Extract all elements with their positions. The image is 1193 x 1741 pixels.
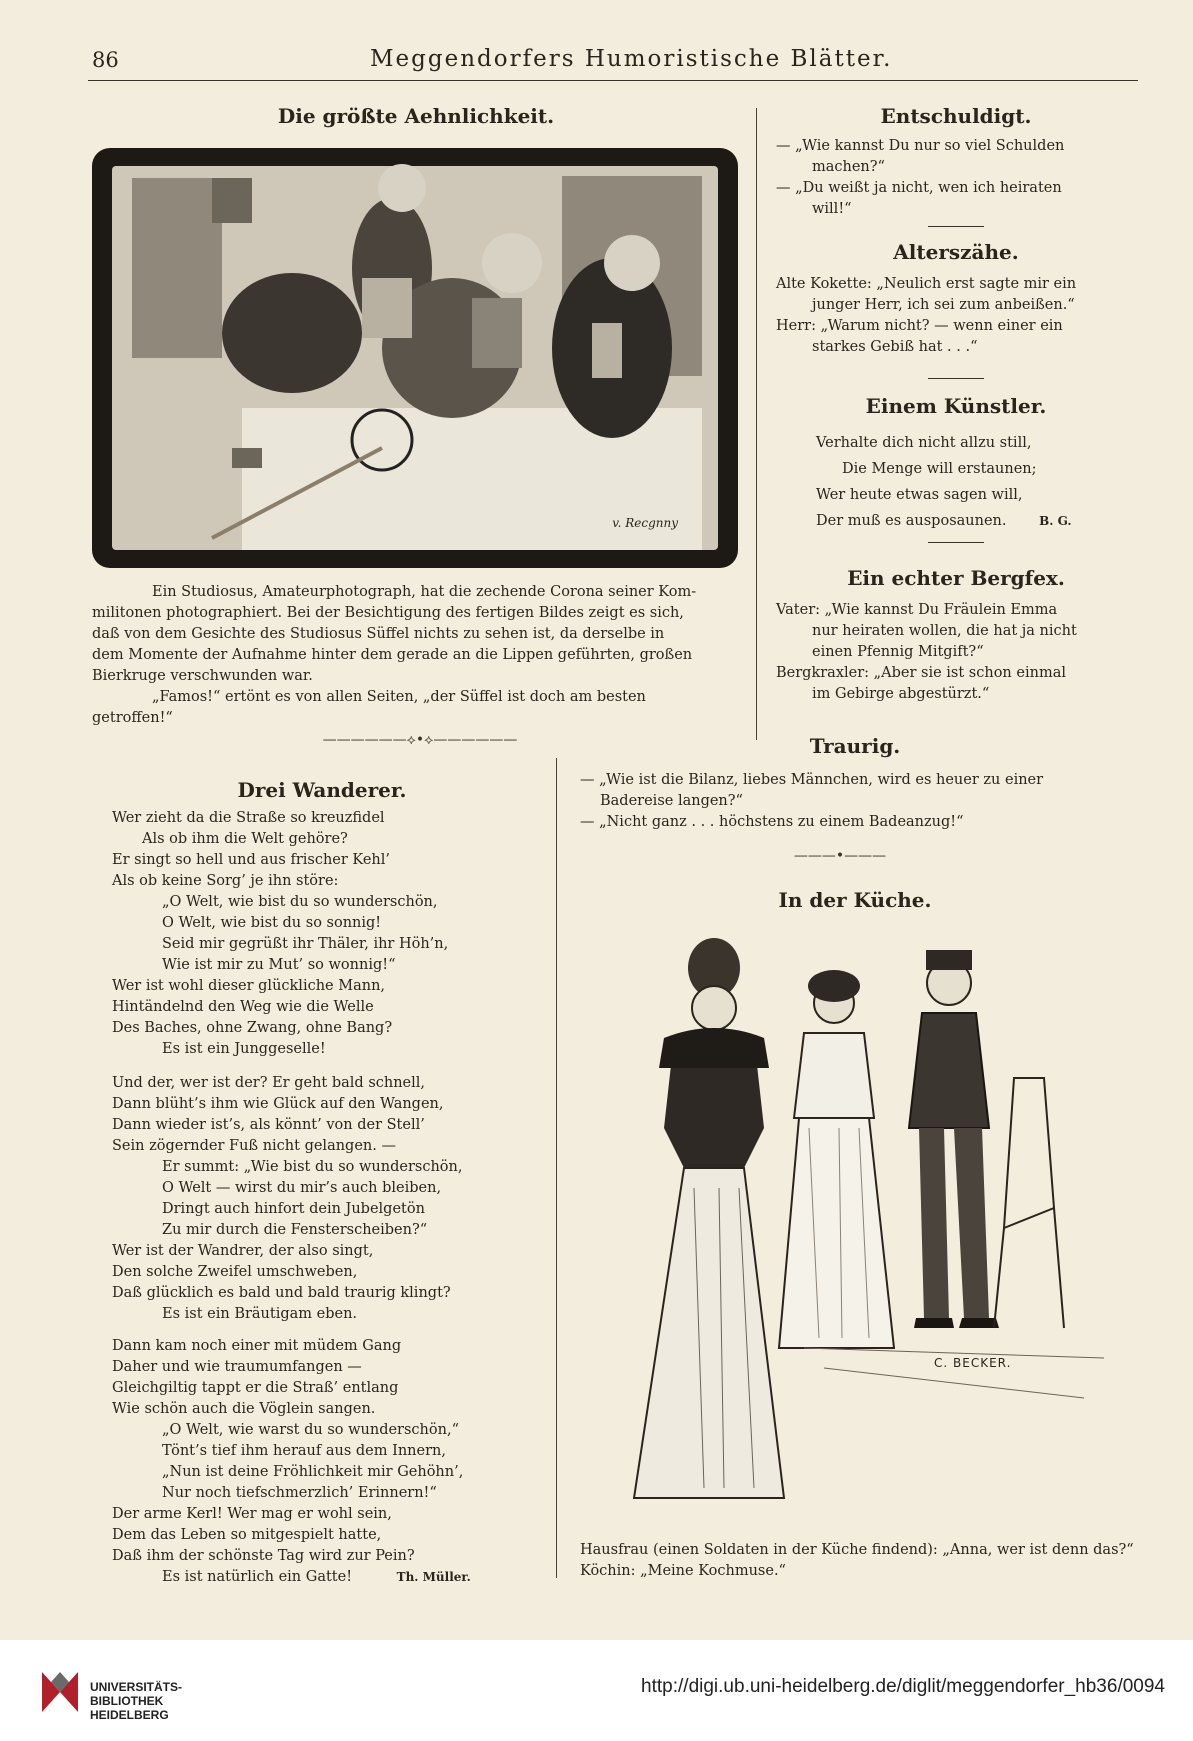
poem-line: Seid mir gegrüßt ihr Thäler, ihr Höh’n,	[162, 936, 449, 952]
poem-line: Gleichgiltig tappt er die Straß’ entlang	[112, 1380, 399, 1396]
poem-line: Daß glücklich es bald und bald traurig klingt?	[112, 1285, 451, 1301]
article-title-bergfex: Ein echter Bergfex.	[847, 566, 1065, 590]
poem-line: Sein zögernder Fuß nicht gelangen. —	[112, 1138, 396, 1154]
text-line: Alte Kokette: „Neulich erst sagte mir ein	[776, 276, 1077, 292]
library-name-line: BIBLIOTHEK	[90, 1694, 164, 1708]
text-line: will!“	[812, 201, 852, 217]
poem-line: Wie ist mir zu Mut’ so wonnig!“	[162, 957, 396, 973]
article-title-kueche: In der Küche.	[778, 888, 932, 912]
caption-line: getroffen!“	[92, 710, 173, 726]
text-line: nur heiraten wollen, die hat ja nicht	[812, 623, 1077, 639]
caption-line: Bierkruge verschwunden war.	[92, 668, 313, 684]
text-line: im Gebirge abgestürzt.“	[812, 686, 990, 702]
poem-line: Dem das Leben so mitgespielt hatte,	[112, 1527, 382, 1543]
caption-line: „Famos!“ ertönt es von allen Seiten, „der Süffel ist doch am besten	[152, 689, 646, 705]
caption-aehnlichkeit	[92, 582, 740, 729]
poem-signature: Th. Müller.	[396, 1570, 471, 1584]
poem-line: O Welt — wirst du mir’s auch bleiben,	[162, 1180, 442, 1196]
article-title-entschuldigt: Entschuldigt.	[880, 104, 1032, 128]
poem-line: „O Welt, wie bist du so wunderschön,	[162, 894, 438, 910]
short-rule	[928, 226, 984, 227]
text-line: Badereise langen?“	[600, 793, 743, 809]
poem-line: Wer ist wohl dieser glückliche Mann,	[112, 978, 386, 994]
poem-line: Als ob ihm die Welt gehöre?	[142, 831, 348, 847]
poem-line: Daher und wie traumumfangen —	[112, 1359, 362, 1375]
poem-line: „Nun ist deine Fröhlichkeit mir Gehöhn’,	[162, 1464, 464, 1480]
poem-line: Wer ist der Wandrer, der also singt,	[112, 1243, 374, 1259]
text-line: Bergkraxler: „Aber sie ist schon einmal	[776, 665, 1066, 681]
text-line: Vater: „Wie kannst Du Fräulein Emma	[776, 602, 1058, 618]
text-line: Verhalte dich nicht allzu still,	[816, 435, 1032, 451]
article-title-alterszaehe: Alterszähe.	[893, 240, 1019, 264]
column-divider	[756, 108, 757, 740]
poem-line: Dringt auch hinfort dein Jubelgetön	[162, 1201, 425, 1217]
poem-stanza-1	[112, 808, 542, 1060]
poem-line: Der arme Kerl! Wer mag er wohl sein,	[112, 1506, 392, 1522]
poem-line: Und der, wer ist der? Er geht bald schnell,	[112, 1075, 426, 1091]
article-title-aehnlichkeit: Die größte Aehnlichkeit.	[277, 104, 555, 128]
caption-line: militonen photographiert. Bei der Besichtigung des fertigen Bildes zeigt es sich,	[92, 605, 684, 621]
text-entschuldigt	[776, 136, 1138, 220]
source-url[interactable]: http://digi.ub.uni-heidelberg.de/diglit/meggendorfer_hb36/0094	[641, 1676, 1165, 1697]
text-line: Die Menge will erstaunen;	[842, 461, 1037, 477]
poem-line: Wie schön auch die Vöglein sangen.	[112, 1401, 376, 1417]
caption-line: Köchin: „Meine Kochmuse.“	[580, 1563, 786, 1579]
footer-bar	[0, 1640, 1193, 1741]
article-title-kuenstler: Einem Künstler.	[865, 394, 1047, 418]
illustration-signature: v. Recgnny	[612, 516, 678, 530]
column-divider-lower	[556, 758, 557, 1578]
caption-line: Hausfrau (einen Soldaten in der Küche findend): „Anna, wer ist denn das?“	[580, 1542, 1134, 1558]
text-line: — „Du weißt ja nicht, wen ich heiraten	[776, 180, 1062, 196]
poem-line: Des Baches, ohne Zwang, ohne Bang?	[112, 1020, 393, 1036]
text-line: Herr: „Warum nicht? — wenn einer ein	[776, 318, 1063, 334]
caption-kueche	[580, 1540, 1140, 1582]
short-rule	[928, 542, 984, 543]
text-line: — „Wie ist die Bilanz, liebes Männchen, wird es heuer zu einer	[580, 772, 1044, 788]
text-line: einen Pfennig Mitgift?“	[812, 644, 984, 660]
poem-line: Daß ihm der schönste Tag wird zur Pein?	[112, 1548, 415, 1564]
caption-line: Ein Studiosus, Amateurphotograph, hat die zechende Corona seiner Kom-	[152, 584, 697, 600]
journal-title: Meggendorfers Humoristische Blätter.	[370, 46, 893, 72]
poem-line: Es ist ein Junggeselle!	[162, 1041, 326, 1057]
poem-line: Dann kam noch einer mit müdem Gang	[112, 1338, 402, 1354]
poem-line: Zu mir durch die Fensterscheiben?“	[162, 1222, 428, 1238]
text-line: Der muß es ausposaunen.	[816, 513, 1007, 529]
poem-line: Als ob keine Sorg’ je ihn störe:	[112, 873, 339, 889]
poem-line: O Welt, wie bist du so sonnig!	[162, 915, 382, 931]
illustration-kitchen-scene	[604, 928, 1124, 1528]
article-title-traurig: Traurig.	[809, 734, 901, 758]
section-ornament: ——————⟡•⟡——————	[322, 732, 518, 748]
text-traurig	[580, 770, 1138, 833]
text-line: starkes Gebiß hat . . .“	[812, 339, 978, 355]
text-line: machen?“	[812, 159, 885, 175]
illustration-drinking-students	[92, 148, 738, 568]
poem-line: Den solche Zweifel umschweben,	[112, 1264, 358, 1280]
poem-line: Er summt: „Wie bist du so wunderschön,	[162, 1159, 463, 1175]
poem-last-line: Es ist natürlich ein Gatte!	[162, 1569, 353, 1585]
poem-line: Er singt so hell und aus frischer Kehl’	[112, 852, 391, 868]
text-line: Wer heute etwas sagen will,	[816, 487, 1023, 503]
poem-stanza-3	[112, 1336, 542, 1588]
kuenstler-signature: B. G.	[1039, 514, 1072, 528]
poem-line: Hintändelnd den Weg wie die Welle	[112, 999, 374, 1015]
header-rule	[88, 80, 1138, 81]
text-kuenstler	[816, 430, 1138, 534]
text-alterszaehe	[776, 274, 1138, 358]
poem-title: Drei Wanderer.	[237, 778, 407, 802]
short-rule	[928, 378, 984, 379]
text-line: — „Nicht ganz . . . höchstens zu einem Badeanzug!“	[580, 814, 964, 830]
poem-line: Wer zieht da die Straße so kreuzfidel	[112, 810, 385, 826]
poem-line: Dann blüht’s ihm wie Glück auf den Wangen,	[112, 1096, 444, 1112]
caption-line: dem Momente der Aufnahme hinter dem gerade an die Lippen geführten, großen	[92, 647, 693, 663]
page-number: 86	[92, 48, 119, 72]
poem-stanza-2	[112, 1073, 542, 1325]
text-bergfex	[776, 600, 1138, 705]
illustration-signature: C. BECKER.	[934, 1356, 1012, 1370]
text-line: junger Herr, ich sei zum anbeißen.“	[812, 297, 1075, 313]
poem-line: „O Welt, wie warst du so wunderschön,“	[162, 1422, 459, 1438]
section-ornament: ———•———	[793, 848, 887, 864]
poem-line: Es ist ein Bräutigam eben.	[162, 1306, 358, 1322]
poem-line: Nur noch tiefschmerzlich’ Erinnern!“	[162, 1485, 437, 1501]
library-logo-icon	[40, 1670, 80, 1714]
poem-line: Tönt’s tief ihm herauf aus dem Innern,	[162, 1443, 446, 1459]
caption-line: daß von dem Gesichte des Studiosus Süffel nichts zu sehen ist, da derselbe in	[92, 626, 665, 642]
poem-line: Dann wieder ist’s, als könnt’ von der Stell’	[112, 1117, 425, 1133]
library-name-line: UNIVERSITÄTS-	[90, 1680, 183, 1694]
library-name-line: HEIDELBERG	[90, 1708, 169, 1722]
text-line: — „Wie kannst Du nur so viel Schulden	[776, 138, 1065, 154]
library-name	[90, 1680, 182, 1722]
